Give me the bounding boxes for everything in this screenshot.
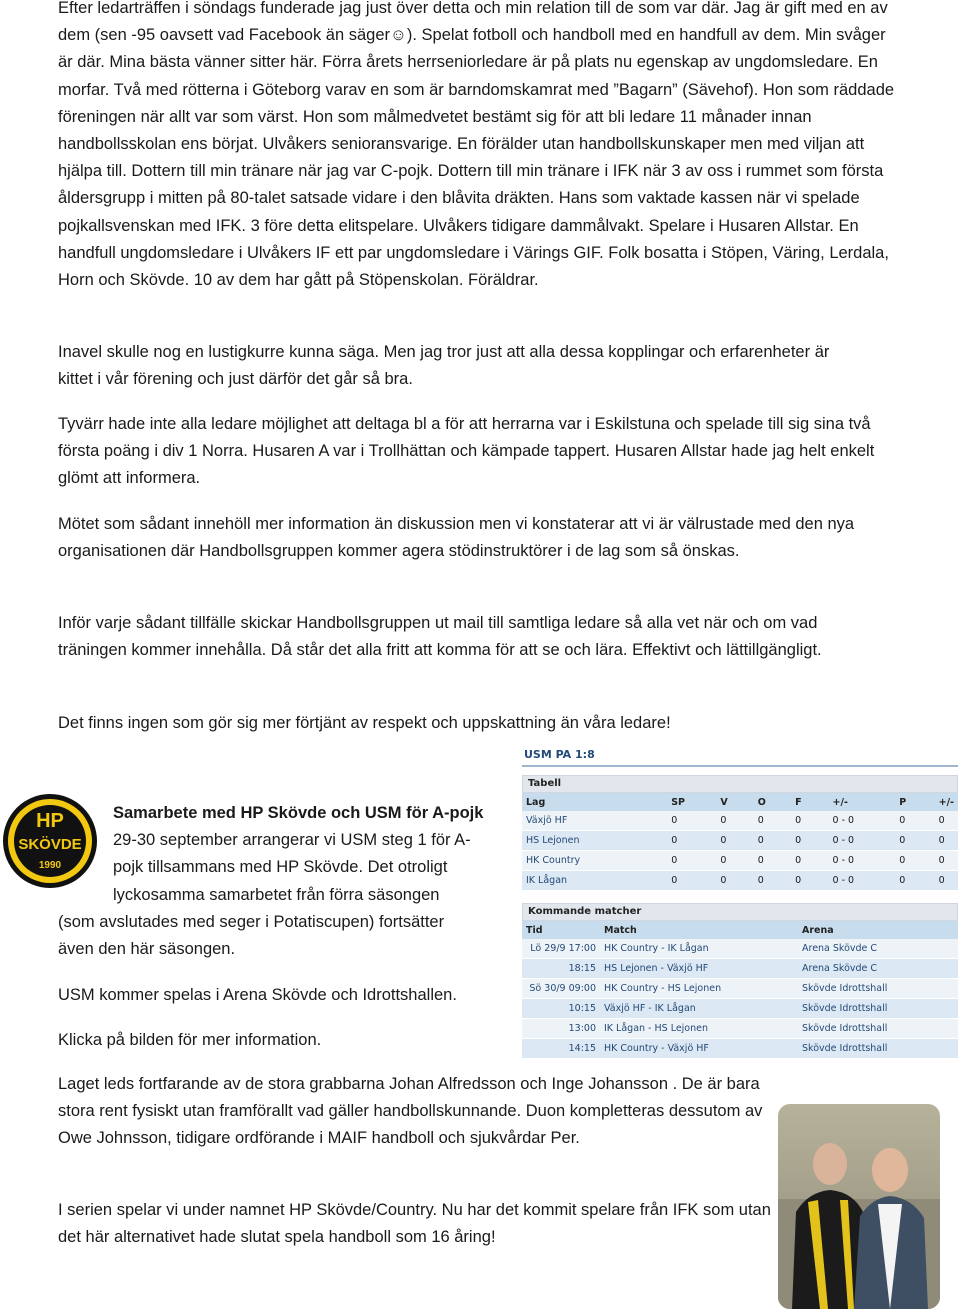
col-tid: Tid — [522, 921, 600, 939]
table-cell: 0 — [716, 851, 753, 871]
arena-link[interactable]: Arena Skövde C — [798, 959, 958, 979]
arena-link[interactable]: Skövde Idrottshall — [798, 979, 958, 999]
upcoming-matches-table — [522, 921, 958, 1059]
table-cell: 0 - 0 — [829, 851, 896, 871]
paragraph-motet: Mötet som sådant innehöll mer information än diskussion men vi konstaterar att vi är välrustade med den nya organisationen där Handbollsgruppen kommer agera stödinstruktörer i de lag som så önskas. — [58, 515, 855, 561]
col-sp: SP — [667, 793, 716, 811]
table-cell: 0 — [667, 851, 716, 871]
table-row — [522, 851, 958, 871]
arena-link[interactable]: Skövde Idrottshall — [798, 999, 958, 1019]
match-time: 14:15 — [522, 1039, 600, 1059]
match-time: 18:15 — [522, 959, 600, 979]
team-name[interactable]: IK Lågan — [522, 871, 667, 891]
logo-hp-text: HP — [36, 810, 64, 832]
table-row — [522, 1019, 958, 1039]
table-cell: 0 — [667, 811, 716, 831]
samarbete-section — [58, 800, 488, 963]
paragraph-respekt: Det finns ingen som gör sig mer förtjänt av respekt och uppskattning än våra ledare! — [58, 714, 671, 732]
usm-standings-image[interactable] — [522, 748, 958, 1059]
arena-link[interactable]: Arena Skövde C — [798, 939, 958, 959]
team-name[interactable]: Växjö HF — [522, 811, 667, 831]
table-cell: 0 — [754, 851, 791, 871]
col-match: Match — [600, 921, 798, 939]
samarbete-line: (som avslutades med seger i Potatiscupen) fortsätter — [58, 912, 445, 931]
col-o: O — [754, 793, 791, 811]
samarbete-line: pojk tillsammans med HP Skövde. Det otroligt — [113, 858, 448, 877]
table-cell: 0 — [895, 871, 934, 891]
match-link[interactable]: HK Country - Växjö HF — [600, 1039, 798, 1059]
table-cell: 0 — [895, 851, 934, 871]
match-link[interactable]: HK Country - HS Lejonen — [600, 979, 798, 999]
match-time: 10:15 — [522, 999, 600, 1019]
match-link[interactable]: IK Lågan - HS Lejonen — [600, 1019, 798, 1039]
match-link[interactable]: HS Lejonen - Växjö HF — [600, 959, 798, 979]
col-arena: Arena — [798, 921, 958, 939]
samarbete-line: även den här säsongen. — [58, 940, 236, 959]
col-goal-diff: +/- — [829, 793, 896, 811]
standings-table — [522, 793, 958, 891]
table-cell: 0 — [895, 811, 934, 831]
table-row — [522, 1039, 958, 1059]
table-cell: 0 — [935, 811, 958, 831]
table-cell: 0 — [895, 831, 934, 851]
match-link[interactable]: HK Country - IK Lågan — [600, 939, 798, 959]
team-name[interactable]: HK Country — [522, 851, 667, 871]
table-cell: 0 — [716, 871, 753, 891]
table-cell: 0 - 0 — [829, 871, 896, 891]
click-info-text: Klicka på bilden för mer information. — [58, 1031, 322, 1049]
table-row — [522, 871, 958, 891]
table-cell: 0 — [935, 831, 958, 851]
paragraph-leaders: Efter ledarträffen i söndags funderade jag just över detta och min relation till de som var där. Jag är gift med en av dem (sen -95 oavsett vad Facebook än säger☺). Spelat fotboll och handboll med en handfull av dem. Min svåger är där. Mina bästa vänner sitter här. Förra årets herrseniorledare är på plats nu egenskap av ungdomsledare. En morfar. Två med rötterna i Göteborg varav en som är barndomskamrat med ”Bagarn” (Sävehof). Hon som räddade föreningen när allt var som värst. Hon som målmedvetet bestämt sig för att bli ledare 11 månader innan handbollsskolan ens börjat. Ulvåkers senioransvarige. En förälder utan handbollskunskaper men med viljan att hjälpa till. Dottern till min tränare när jag var C-pojk. Dottern till min tränare i IFK när 3 av oss i rummet som första åldersgrupp i mitten på 80-talet satsade vidare i den blåvita dräkten. Hans som vaktade kassen när vi spelade pojkallsvenskan med IFK. 3 före detta elitspelare. Ulvåkers tidigare dammålvakt. Spelare i Husaren Allstar. En handfull ungdomsledare i Ulvåkers IF ett par ungdomsledare i Värings GIF. Folk bosatta i Stöpen, Väring, Lerdala, Horn och Skövde. 10 av dem har gått på Stöpenskolan. Föräldrar. — [58, 0, 895, 290]
table-cell: 0 - 0 — [829, 811, 896, 831]
arena-link[interactable]: Skövde Idrottshall — [798, 1019, 958, 1039]
arena-link[interactable]: Skövde Idrottshall — [798, 1039, 958, 1059]
match-time: 13:00 — [522, 1019, 600, 1039]
table-cell: 0 — [667, 871, 716, 891]
paragraph-infor: Inför varje sådant tillfälle skickar Handbollsgruppen ut mail till samtliga ledare så alla vet när och om vad träningen kommer innehålla. Då står det alla fritt att komma för att se och lära. Effektivt och lättillgängligt. — [58, 614, 822, 660]
table-cell: 0 — [791, 871, 828, 891]
usm-widget-title: USM PA 1:8 — [522, 748, 958, 767]
table-row — [522, 811, 958, 831]
table-cell: 0 — [667, 831, 716, 851]
team-name[interactable]: HS Lejonen — [522, 831, 667, 851]
col-v: V — [716, 793, 753, 811]
paragraph-inavel: Inavel skulle nog en lustigkurre kunna säga. Men jag tror just att alla dessa kopplingar och erfarenheter är kittet i vår förening och just därför det går så bra. — [58, 343, 830, 389]
table-cell: 0 — [716, 811, 753, 831]
match-time: Sö 30/9 09:00 — [522, 979, 600, 999]
logo-skovde-text: SKÖVDE — [18, 836, 82, 853]
paragraph-tyvarr: Tyvärr hade inte alla ledare möjlighet att deltaga bl a för att herrarna var i Eskilstuna och spelade till sig sina två första poäng i div 1 Norra. Husaren A var i Trollhättan och kämpade tappert. Husaren Allstar hade jag helt enkelt glömt att informera. — [58, 415, 875, 488]
table-cell: 0 — [791, 831, 828, 851]
tabell-header: Tabell — [522, 775, 958, 793]
samarbete-line: lyckosamma samarbetet från förra säsongen — [113, 885, 440, 904]
col-lag: Lag — [522, 793, 667, 811]
kommande-header: Kommande matcher — [522, 903, 958, 921]
table-row — [522, 979, 958, 999]
col-point-diff: +/- — [935, 793, 958, 811]
paragraph-laget: Laget leds fortfarande av de stora grabbarna Johan Alfredsson och Inge Johansson . De är bara stora rent fysiskt utan framförallt vad gäller handbollskunnande. Duon kompletteras dessutom av Owe Johnsson, tidigare ordförande i MAIF handboll och sjukvårdar Per. — [58, 1075, 763, 1148]
table-row — [522, 959, 958, 979]
table-cell: 0 — [791, 851, 828, 871]
col-f: F — [791, 793, 828, 811]
table-row — [522, 831, 958, 851]
table-cell: 0 — [935, 851, 958, 871]
table-row — [522, 939, 958, 959]
coaches-photo — [778, 1104, 940, 1309]
table-cell: 0 — [935, 871, 958, 891]
samarbete-line: 29-30 september arrangerar vi USM steg 1 för A- — [113, 831, 471, 850]
table-cell: 0 — [791, 811, 828, 831]
match-time: Lö 29/9 17:00 — [522, 939, 600, 959]
table-cell: 0 — [754, 811, 791, 831]
paragraph-serien: I serien spelar vi under namnet HP Skövde/Country. Nu har det kommit spelare från IFK som utan det här alternativet hade slutat spela handboll som 16 åring! — [58, 1201, 771, 1247]
table-cell: 0 — [716, 831, 753, 851]
table-row — [522, 999, 958, 1019]
logo-year-text: 1990 — [38, 860, 62, 871]
table-cell: 0 — [754, 831, 791, 851]
match-link[interactable]: Växjö HF - IK Lågan — [600, 999, 798, 1019]
table-cell: 0 - 0 — [829, 831, 896, 851]
usm-venue-text: USM kommer spelas i Arena Skövde och Idrottshallen. — [58, 986, 457, 1004]
samarbete-heading: Samarbete med HP Skövde och USM för A-pojk — [113, 804, 484, 822]
col-p: P — [895, 793, 934, 811]
table-cell: 0 — [754, 871, 791, 891]
